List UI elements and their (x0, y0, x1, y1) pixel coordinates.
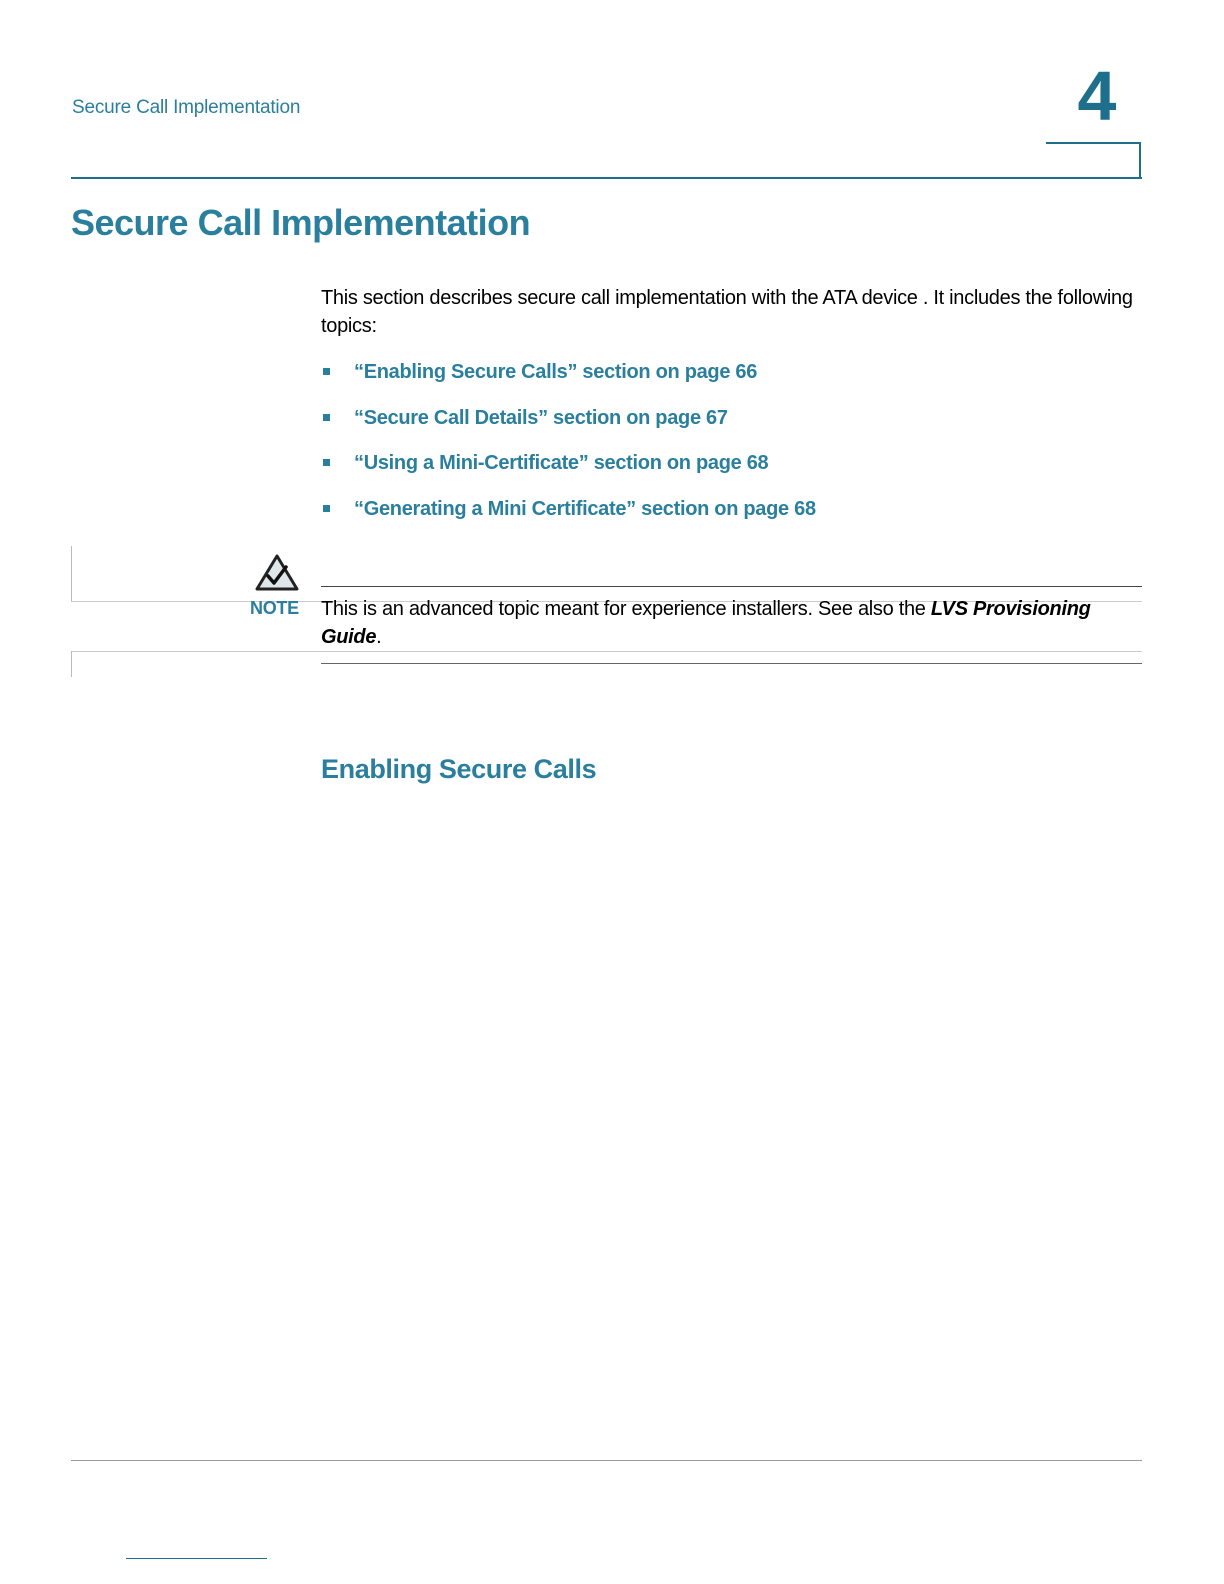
bullet-icon (323, 505, 330, 512)
note-frame-bottom-line (71, 651, 1142, 652)
note-text-before: This is an advanced topic meant for experience installers. See also the (321, 598, 931, 620)
section-heading: Enabling Secure Calls (321, 754, 597, 784)
page-title: Secure Call Implementation (71, 202, 531, 243)
note-label: NOTE (250, 598, 299, 618)
list-item (321, 495, 816, 541)
bullet-icon (323, 414, 330, 421)
list-item (321, 449, 816, 495)
header-rule (71, 177, 1142, 179)
footer-rule (71, 1460, 1142, 1461)
intro-paragraph: This section describes secure call implementation with the ATA device . It includes the following topics: (321, 287, 1133, 337)
guide-title: LVS Provisioning Guide (321, 598, 1091, 648)
checkmark-note-icon (254, 553, 300, 593)
bullet-icon (323, 368, 330, 375)
topic-list (321, 358, 816, 540)
running-header: Secure Call Implementation (72, 97, 301, 118)
bullet-icon (323, 459, 330, 466)
list-item (321, 358, 816, 404)
chapter-number: 4 (1077, 57, 1117, 135)
topic-link-using-mini-certificate[interactable]: “Using a Mini-Certificate” section on page 68 (354, 452, 769, 474)
note-text (321, 595, 1121, 651)
footer-underline (126, 1558, 267, 1559)
note-rule-top (321, 586, 1142, 587)
topic-link-secure-call-details[interactable]: “Secure Call Details” section on page 67 (354, 406, 728, 429)
topic-link-generating-mini-certificate[interactable]: “Generating a Mini Certificate” section on page 68 (354, 497, 816, 520)
note-rule-bottom (321, 663, 1142, 664)
note-frame-left-top (71, 546, 72, 602)
note-text-after: . (376, 626, 382, 648)
topic-link-enabling-secure-calls[interactable]: “Enabling Secure Calls” section on page 66 (354, 361, 758, 383)
list-item (321, 404, 816, 450)
chapter-tab (1046, 142, 1141, 177)
note-frame-left-bottom (71, 651, 72, 677)
